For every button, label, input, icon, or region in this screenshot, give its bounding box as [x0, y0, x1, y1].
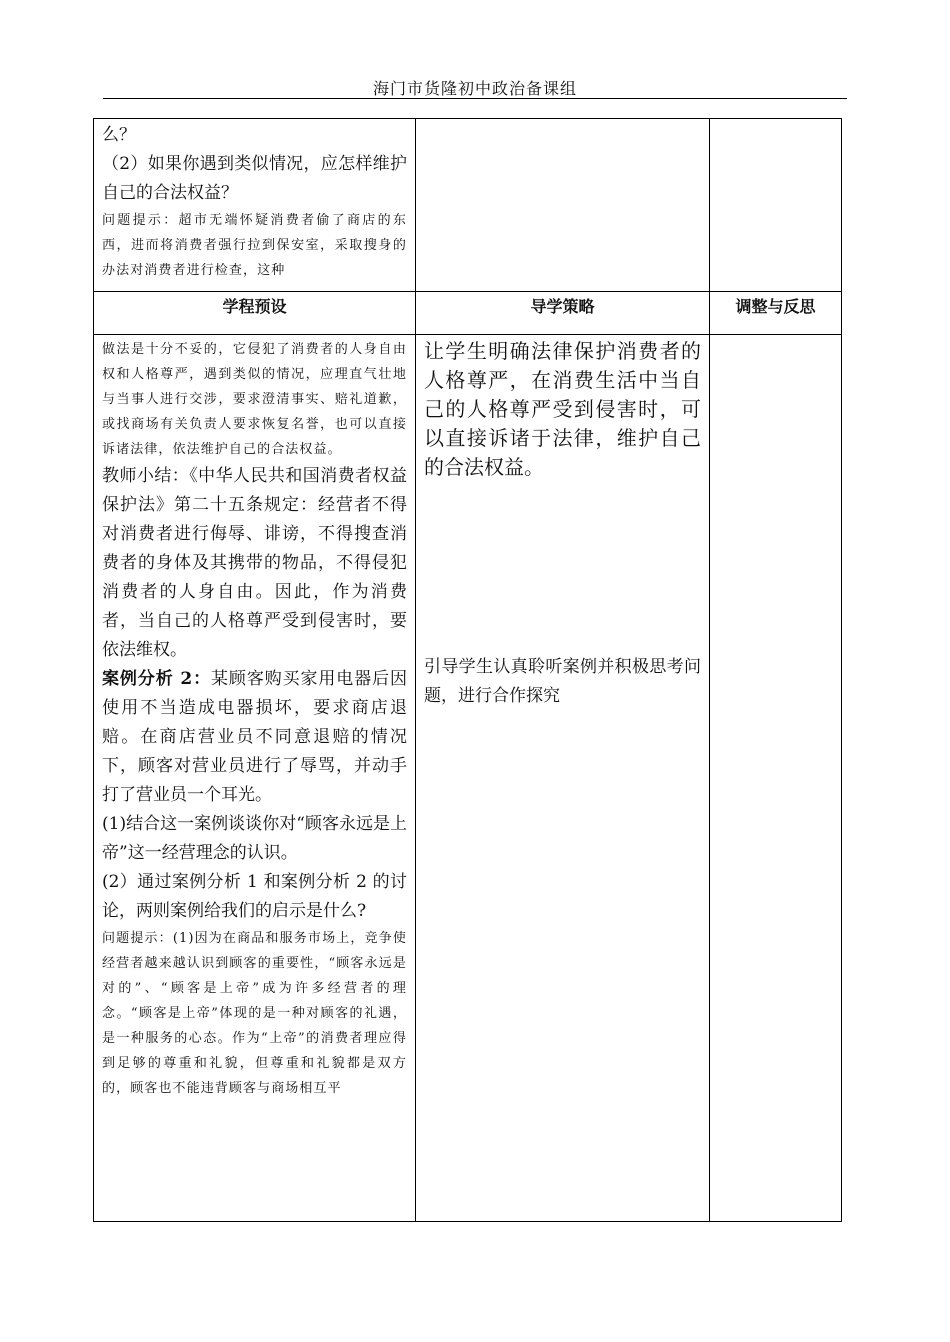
case-analysis-2 [102, 665, 407, 810]
spacer [424, 482, 701, 653]
case-label: 案例分析 2： [102, 669, 212, 689]
question-2: （2）如果你遇到类似情况，应怎样维护自己的合法权益？ [102, 154, 407, 203]
case-hint: 问题提示：(1)因为在商品和服务市场上，竞争使经营者越来越认识到顾客的重要性，“顾客永远是对的”、“顾客是上帝”成为许多经营者的理念。“顾客是上帝”体现的是一种对顾客的礼遇，是一种服务的心态。作为“上帝”的消费者理应得到足够的尊重和礼貌，但尊重和礼貌都是双方的，顾客也不能违背顾客与商场相互平 [102, 931, 407, 1096]
teacher-summary: 教师小结：《中华人民共和国消费者权益保护法》第二十五条规定：经营者不得对消费者进行侮辱、诽谤，不得搜查消费者的身体及其携带的物品，不得侵犯消费者的人身自由。因此，作为消费者，当自己的人格尊严受到侵害时，要依法维权。 [102, 466, 407, 660]
cell-continued-strategy [416, 119, 710, 292]
header-strategy: 导学策略 [416, 292, 710, 335]
cell-reflection [710, 335, 842, 1222]
lesson-plan-table [93, 118, 842, 1222]
question-hint: 问题提示：超市无端怀疑消费者偷了商店的东西，进而将消费者强行拉到保安室，采取搜身的办法对消费者进行检查，这种 [102, 213, 407, 278]
table-row-continued [94, 119, 842, 292]
case-question-1: (1)结合这一案例谈谈你对“顾客永远是上帝”这一经营理念的认识。 [102, 814, 407, 863]
header-preset: 学程预设 [94, 292, 416, 335]
case-text: 某顾客购买家用电器后因使用不当造成电器损坏，要求商店退赔。在商店营业员不同意退赔的情况下，顾客对营业员进行了辱骂，并动手打了营业员一个耳光。 [102, 669, 408, 805]
table-header-row [94, 292, 842, 335]
strategy-2: 引导学生认真聆听案例并积极思考问题，进行合作探究 [424, 657, 701, 706]
case-question-2: (2）通过案例分析 1 和案例分析 2 的讨论，两则案例给我们的启示是什么? [102, 872, 407, 921]
cell-continued-reflection [710, 119, 842, 292]
header-divider [103, 98, 847, 99]
cell-strategy [416, 335, 710, 1222]
page-header-title: 海门市货隆初中政治备课组 [372, 79, 577, 98]
question-fragment: 么？ [102, 125, 136, 145]
cell-continued-preset [94, 119, 416, 292]
strategy-1: 让学生明确法律保护消费者的人格尊严，在消费生活中当自己的人格尊严受到侵害时，可以直接诉诸于法律，维护自己的合法权益。 [424, 339, 701, 479]
table-row-main [94, 335, 842, 1222]
cell-preset [94, 335, 416, 1222]
hint-continuation: 做法是十分不妥的，它侵犯了消费者的人身自由权和人格尊严，遇到类似的情况，应理直气壮地与当事人进行交涉，要求澄清事实、赔礼道歉，或找商场有关负责人要求恢复名誉，也可以直接诉诸法律，依法维护自己的合法权益。 [102, 342, 407, 457]
header-reflection: 调整与反思 [710, 292, 842, 335]
